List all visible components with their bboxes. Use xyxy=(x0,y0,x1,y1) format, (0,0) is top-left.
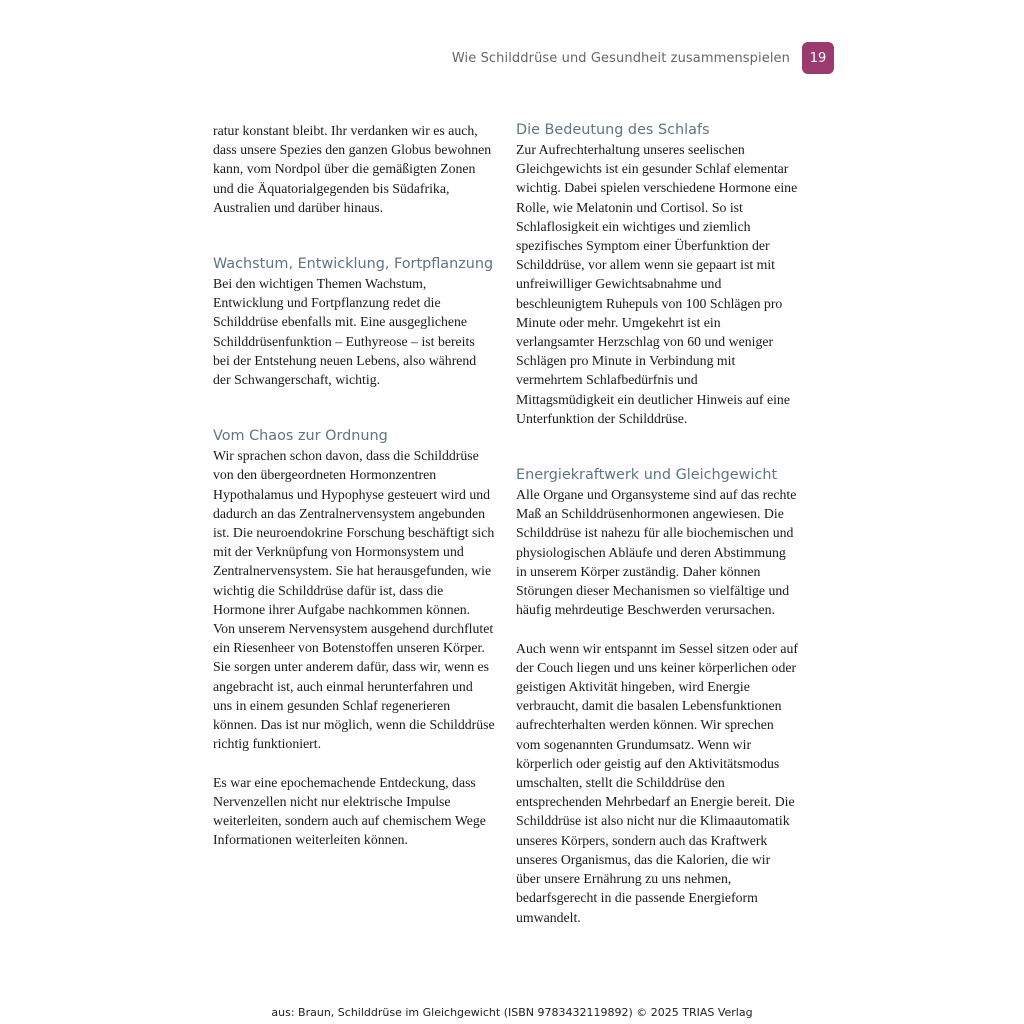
section-paragraph: Zur Aufrechterhaltung unseres seelischen Gleichgewichts ist ein gesunder Schlaf elementar wichtig. Dabei spielen verschiedene Hormone eine Rolle, wie Melatonin und Cortisol. So ist Schlaflosigkeit ein wichtiges und ziemlich spezifisches Symptom einer Überfunktion der Schilddrüse, vor allem wenn sie gepaart ist mit unfreiwilliger Gewichtsabnahme und beschleunigtem Ruhepuls von 100 Schlägen pro Minute oder mehr. Umgekehrt ist ein verlangsamter Herzschlag von 60 und weniger Schlägen pro Minute in Verbindung mit vermehrtem Schlafbedürfnis und Mittagsmüdigkeit ein deutlicher Hinweis auf eine Unterfunktion der Schilddrüse. xyxy=(516,142,798,426)
section-heading: Wachstum, Entwicklung, Fortpflanzung xyxy=(213,256,494,273)
section-paragraph: Alle Organe und Organsysteme sind auf das rechte Maß an Schilddrüsenhormonen angewiesen. Die Schilddrüse ist nahezu für alle biochemischen und physiologischen Abläufe und deren Abstimmung in unserem Körper zuständig. Daher können Störungen dieser Mechanismen so vielfältige und häufig mehrdeutige Beschwerden verursachen. xyxy=(516,487,797,618)
section-paragraph: Es war eine epochemachende Entdeckung, dass Nervenzellen nicht nur elektrische Impulse weiterleiten, sondern auch auf chemischem Wege Informationen weiterleiten können. xyxy=(213,774,486,848)
section-paragraph: Wir sprachen schon davon, dass die Schilddrüse von den übergeordneten Hormonzentren Hypothalamus und Hypophyse gesteuert wird und dadurch an das Zentralnervensystem angebunden ist. Die neuroendokrine Forschung beschäftigt sich mit der Verknüpfung von Hormonsystem und Zentralnervensystem. Sie hat herausgefunden, wie wichtig die Schilddrüse dafür ist, dass die Hormone ihrer Aufgabe nachkommen können. Von unserem Nervensystem ausgehend durchflutet ein Riesenheer von Botenstoffen unseren Körper. Sie sorgen unter anderem dafür, dass wir, wenn es angebracht ist, auch einmal herunterfahren und uns in einem gesunden Schlaf regenerieren können. Das ist nur möglich, wenn die Schilddrüse richtig funktioniert. xyxy=(213,448,495,752)
section-heading: Die Bedeutung des Schlafs xyxy=(516,122,710,138)
section-paragraph: Bei den wichtigen Themen Wachstum, Entwicklung und Fortpflanzung redet die Schilddrüse ebenfalls mit. Eine ausgeglichene Schilddrüsenfunktion – Euthyreose – ist bereits bei der Entstehung neuen Lebens, also während der Schwangerschaft, wichtig. xyxy=(213,276,477,388)
section-wachstum xyxy=(213,255,495,389)
page-number-badge: 19 xyxy=(802,42,834,74)
intro-section xyxy=(213,121,495,217)
section-paragraph: Auch wenn wir entspannt im Sessel sitzen oder auf der Couch liegen und uns keiner körperlichen oder geistigen Aktivität hingeben, wird Energie verbraucht, damit die basalen Lebensfunktionen aufrechterhalten werden können. Wir sprechen vom sogenannten Grundumsatz. Wenn wir körperlich oder geistig auf den Aktivitätsmodus umschalten, stellt die Schilddrüse den entsprechenden Mehrbedarf an Energie bereit. Die Schilddrüse ist also nicht nur die Klimaautomatik unseres Körpers, sondern auch das Kraftwerk unseres Organismus, das die Kalorien, die wir über unsere Ernährung zu uns nehmen, bedarfsgerecht in die passende Energieform umwandelt. xyxy=(516,640,799,925)
section-schlaf xyxy=(516,121,798,428)
page-header xyxy=(452,42,834,74)
running-title: Wie Schilddrüse und Gesundheit zusammenspielen xyxy=(451,50,790,66)
section-heading: Energiekraftwerk und Gleichgewicht xyxy=(516,467,778,484)
intro-paragraph: ratur konstant bleibt. Ihr verdanken wir es auch, dass unsere Spezies den ganzen Globus bewohnen kann, vom Nordpol über die gemäßigten Zonen und die Äquatorialgegenden bis Südafrika, Australien und darüber hinaus. xyxy=(213,123,492,215)
left-column xyxy=(213,121,495,849)
section-chaos-ordnung xyxy=(213,427,495,849)
page-footer: aus: Braun, Schilddrüse im Gleichgewicht (ISBN 9783432119892) © 2025 TRIAS Verlag xyxy=(271,1006,753,1019)
section-energiekraftwerk xyxy=(516,466,798,927)
right-column xyxy=(516,121,798,927)
section-heading: Vom Chaos zur Ordnung xyxy=(213,428,388,445)
